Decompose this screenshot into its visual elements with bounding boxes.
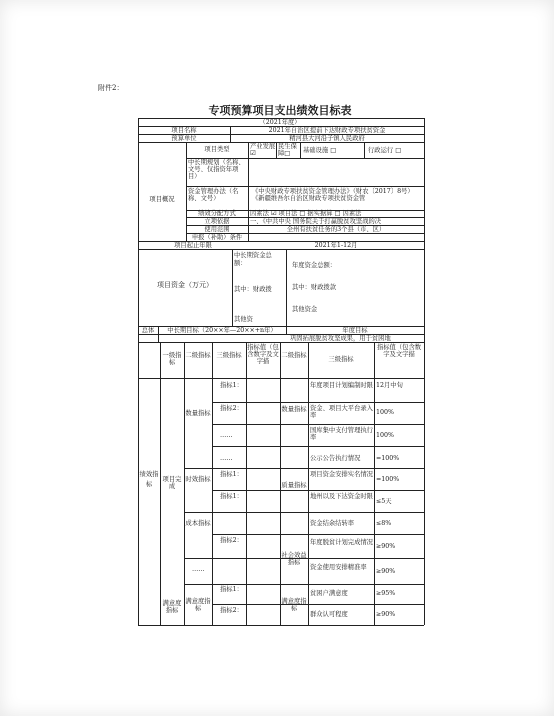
mid-long-plan-label: 中长期规划（名称、文号、仅指资年项目） <box>188 159 245 181</box>
type-option-livelihood <box>278 143 300 157</box>
period-label: 项目起止年限 <box>174 242 212 249</box>
approval-label: 申报（补助）条件 <box>191 234 243 241</box>
indicator-name: 公示公告执行情况 <box>310 455 361 462</box>
funds-label: 项目资金（万元） <box>157 281 213 289</box>
indicator-value: 12月中旬 <box>376 382 403 389</box>
indicator-name: 资金结余结转率 <box>310 520 355 527</box>
header-level3: 三级指标 <box>216 352 242 359</box>
mid-other-label: 其他资 <box>234 316 253 323</box>
mid-total-label: 中长期资金总额： <box>234 252 272 267</box>
indicator-name: 贫困户满意度 <box>310 590 348 597</box>
cost-label: 成本指标 <box>185 520 211 527</box>
satisfaction-l2-label: 满意度指标 <box>185 598 211 613</box>
annual-other-label: 其他资金 <box>292 306 318 313</box>
header-value: 指标值（包含数字及文字描 <box>247 344 279 366</box>
indicator-name: 地州以及下达资金时限 <box>310 493 373 500</box>
indicator-name: 国库集中支付管理执行率 <box>310 427 373 442</box>
budget-unit-value: 精河县大河沿子镇人民政府 <box>289 135 365 142</box>
header-level1: 一级指标 <box>162 352 182 367</box>
annual-goal-value: 巩固拓展脱贫攻坚成果，用于贫困地 <box>290 335 391 342</box>
type-option-label: 基础设施 <box>303 147 329 154</box>
indicator-value: =100% <box>376 476 400 483</box>
fund-mgmt-value: 《中央财政专项扶贫资金管理办法》（财农〔2017〕8号）《新疆维吾尔自治区财政专项扶贫资金管 <box>252 188 414 203</box>
fund-mgmt-label: 资金管理办法（名称、文号） <box>188 188 239 203</box>
annual-goal-label: 年度目标 <box>342 327 368 334</box>
type-option-label: 民生保障 <box>278 143 297 158</box>
right-quality-label: 质量指标 <box>281 482 307 489</box>
project-type-label: 项目类型 <box>204 146 230 153</box>
attachment-label: 附件2： <box>98 84 124 92</box>
header-level2: 二级指标 <box>185 352 211 359</box>
indicator-value: ≤8% <box>376 520 392 527</box>
project-name-value: 2021年自治区提前下达财政专项扶贫资金 <box>268 127 386 134</box>
satisfaction-l1-label: 满意度指标 <box>162 600 182 615</box>
header-value-right: 指标值（包含数字及文字描 <box>376 344 422 359</box>
quantity-label: 数量指标 <box>185 410 211 417</box>
indicator-dots: …… <box>192 566 205 573</box>
project-name-label: 项目名称 <box>171 127 197 134</box>
indicator-name: 资金使用安排精准率 <box>310 564 367 571</box>
indicator-name: 年度项目计划编制时限 <box>310 382 373 389</box>
timeliness-label: 时效指标 <box>185 476 211 483</box>
scope-label: 使用范围 <box>204 226 230 233</box>
right-satisfaction-label: 满意度指标 <box>281 598 307 613</box>
indicator-name: 项目资金安排实名情况 <box>310 471 373 478</box>
period-value: 2021年1-12月 <box>314 242 358 249</box>
checkbox-checked-icon: ☑ <box>250 150 256 158</box>
indicator-2: 指标2： <box>220 405 243 412</box>
header-level3-right: 三级指标 <box>328 356 354 363</box>
indicator-2: 指标2： <box>220 537 243 544</box>
right-quantity-label: 数量指标 <box>281 406 307 413</box>
indicator-value: =100% <box>376 455 400 462</box>
basis-value: 一、《中共中央 国务院关于打赢脱贫攻坚战的决 <box>250 218 382 225</box>
budget-unit-label: 预算单位 <box>171 135 197 142</box>
project-overview-label: 项目概况 <box>149 196 175 203</box>
indicator-name: 年度脱贫计划完成情况 <box>310 539 373 546</box>
total-label: 总体 <box>141 327 155 334</box>
scope-value: 全州有扶贫任务的3个县（市、区） <box>286 226 386 233</box>
indicator-value: ≥90% <box>376 611 396 618</box>
checkbox-icon: □ <box>395 147 402 154</box>
checkbox-icon: □ <box>330 147 337 154</box>
header-level2-right: 二级指标 <box>281 352 307 359</box>
indicator-1: 指标1： <box>220 382 243 389</box>
indicator-value: ≥90% <box>376 543 396 550</box>
annual-total-label: 年度资金总额： <box>292 262 337 269</box>
type-option-label: 行政运行 <box>368 147 394 154</box>
project-complete-label: 项目完成 <box>162 476 182 491</box>
indicator-name: 群众认可程度 <box>310 611 348 618</box>
indicator-name: 资金、项目大平台录入率 <box>310 405 373 420</box>
perf-method-label: 绩效分配方式 <box>198 210 236 217</box>
indicator-1: 指标1： <box>220 471 243 478</box>
right-social-label: 社会效益指标 <box>281 552 307 567</box>
page-title: 专项预算项目支出绩效目标表 <box>208 104 352 117</box>
type-option-infrastructure <box>303 147 363 154</box>
indicator-value: ≥95% <box>376 590 396 597</box>
basis-label: 立项依据 <box>204 218 230 225</box>
indicator-value: ≤5天 <box>376 498 392 505</box>
indicator-value: 100% <box>376 409 395 416</box>
indicator-value: ≥90% <box>376 568 396 575</box>
type-option-industry <box>250 143 276 157</box>
year-label: （2021年度） <box>259 119 301 126</box>
mid-long-goal-label: 中长期目标（20××年—20××+n年） <box>167 327 277 334</box>
annual-fiscal-label: 其中：财政拨款 <box>292 284 337 291</box>
indicator-2: 指标2： <box>220 607 243 614</box>
perf-method-value: 因素法 ☑ 项目法 □ 据实据算 □ 因素法 <box>250 210 362 217</box>
indicator-1: 指标1： <box>220 586 243 593</box>
indicator-value: 100% <box>376 432 395 439</box>
mid-fiscal-label: 其中：财政拨 <box>234 286 272 293</box>
type-option-label: 产业发展 <box>250 143 276 150</box>
indicator-1: 指标1： <box>220 493 243 500</box>
indicator-dots: …… <box>220 455 233 462</box>
checkbox-icon: □ <box>284 150 291 158</box>
type-option-admin <box>368 147 424 154</box>
indicator-dots: …… <box>220 432 233 439</box>
perf-indicators-label: 绩效指标 <box>139 471 159 488</box>
